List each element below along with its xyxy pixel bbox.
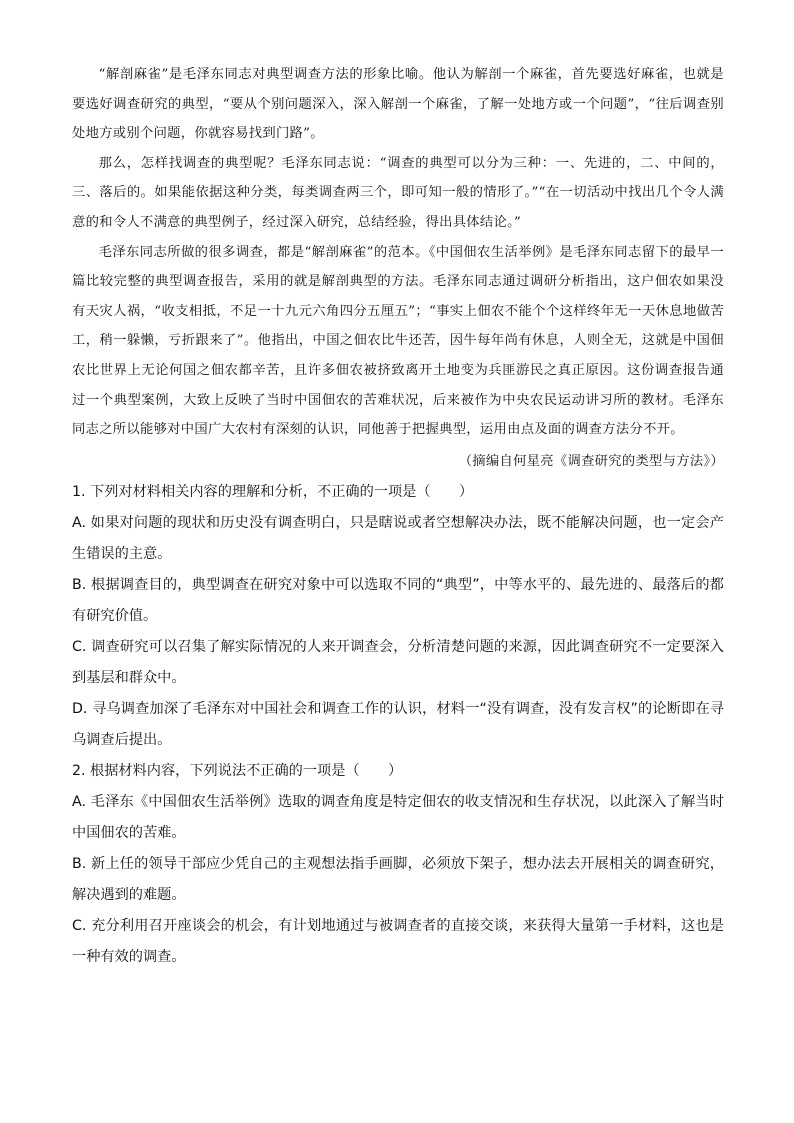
question-2-stem: 2. 根据材料内容，下列说法不正确的一项是（ ） xyxy=(72,763,403,780)
question-list xyxy=(72,477,724,973)
question-2-option-a: A. 毛泽东《中国佃农生活举例》选取的调查角度是特定佃农的收支情况和生存状况，以此深入了解当时中国佃农的苦难。 xyxy=(72,794,724,842)
reading-passage xyxy=(72,60,724,476)
question-2-option-c: C. 充分利用召开座谈会的机会，有计划地通过与被调查者的直接交谈，来获得大量第一手材料，这也是一种有效的调查。 xyxy=(72,918,724,966)
document-page xyxy=(72,60,724,973)
passage-paragraph-3: 毛泽东同志所做的很多调查，都是“解剖麻雀”的范本。《中国佃农生活举例》是毛泽东同志留下的最早一篇比较完整的典型调查报告，采用的就是解剖典型的方法。毛泽东同志通过调研分析指出，这户佃农如果没有天灾人祸，“收支相抵，不足一十九元六角四分五厘五”；“事实上佃农不能个个这样终年无一天休息地做苦工，稍一躲懒，亏折跟来了”。他指出，中国之佃农比牛还苦，因牛每年尚有休息，人则全无，这就是中国佃农比世界上无论何国之佃农都辛苦，且许多佃农被挤致离开土地变为兵匪游民之真正原因。这份调查报告通过一个典型案例，大致上反映了当时中国佃农的苦难状况，后来被作为中央农民运动讲习所的教材。毛泽东同志之所以能够对中国广大农村有深刻的认识，同他善于把握典型，运用由点及面的调查方法分不开。 xyxy=(72,244,724,438)
question-2 xyxy=(72,756,724,973)
question-1-option-a: A. 如果对问题的现状和历史没有调查明白，只是瞎说或者空想解决办法，既不能解决问题，也一定会产生错误的主意。 xyxy=(72,515,724,563)
passage-source: （摘编自何星亮《调查研究的类型与方法》） xyxy=(458,453,724,469)
question-2-option-b: B. 新上任的领导干部应少凭自己的主观想法指手画脚，必须放下架子，想办法去开展相关的调查研究，解决遇到的难题。 xyxy=(72,856,724,904)
passage-paragraph-1: “解剖麻雀”是毛泽东同志对典型调查方法的形象比喻。他认为解剖一个麻雀，首先要选好麻雀，也就是要选好调查研究的典型，“要从个别问题深入，深入解剖一个麻雀，了解一处地方或一个问题”，“往后调查别处地方或别个问题，你就容易找到门路”。 xyxy=(72,67,724,142)
question-1 xyxy=(72,477,724,756)
question-1-option-d: D. 寻乌调查加深了毛泽东对中国社会和调查工作的认识，材料一“没有调查，没有发言权”的论断即在寻乌调查后提出。 xyxy=(72,701,724,749)
passage-paragraph-2: 那么，怎样找调查的典型呢？毛泽东同志说：“调查的典型可以分为三种：一、先进的，二、中间的，三、落后的。如果能依据这种分类，每类调查两三个，即可知一般的情形了。”“在一切活动中找出几个令人满意的和令人不满意的典型例子，经过深入研究，总结经验，得出具体结论。” xyxy=(72,155,724,230)
question-1-stem: 1. 下列对材料相关内容的理解和分析，不正确的一项是（ ） xyxy=(72,484,474,501)
question-1-option-c: C. 调查研究可以召集了解实际情况的人来开调查会，分析清楚问题的来源，因此调查研究不一定要深入到基层和群众中。 xyxy=(72,639,724,687)
question-1-option-b: B. 根据调查目的，典型调查在研究对象中可以选取不同的“典型”，中等水平的、最先进的、最落后的都有研究价值。 xyxy=(72,577,724,625)
